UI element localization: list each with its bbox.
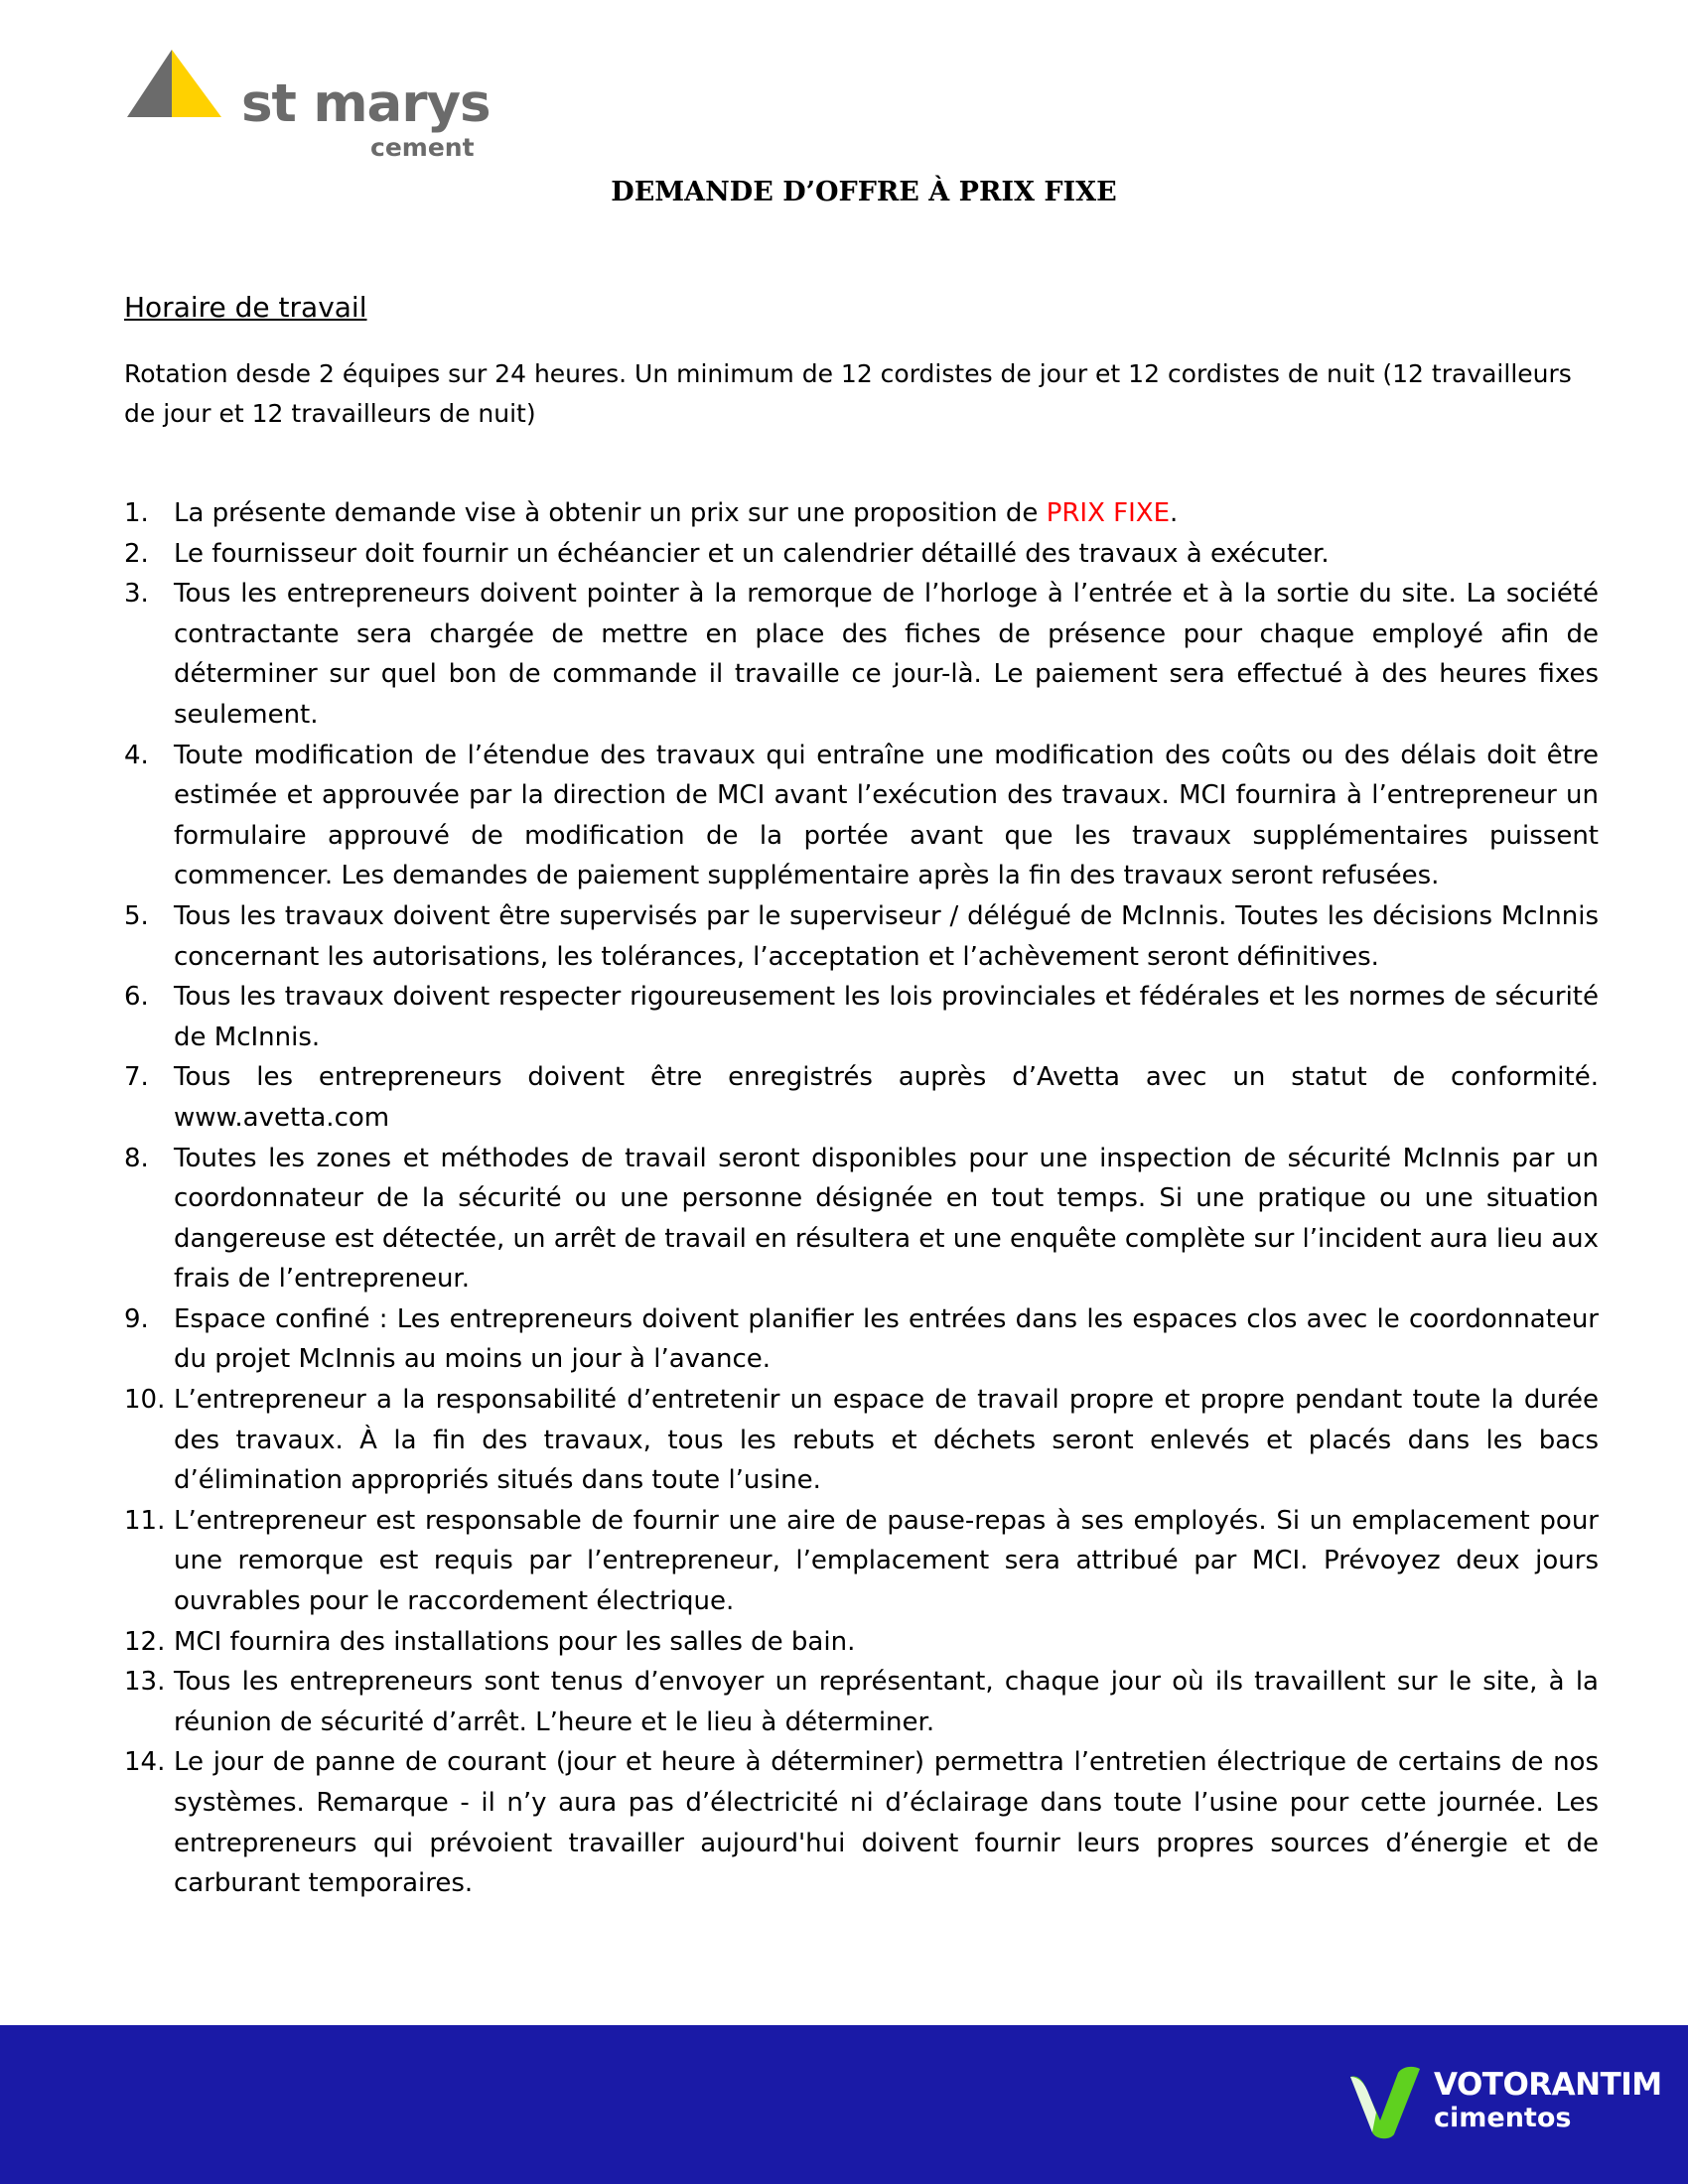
item-text: Tous les travaux doivent respecter rigoureusement les lois provinciales et fédérales et les normes de sécurité de McInnis.	[174, 982, 1599, 1052]
list-item	[124, 977, 1599, 1057]
item-number: 3.	[124, 579, 149, 610]
item-number: 4.	[124, 740, 149, 770]
item-text: Le jour de panne de courant (jour et heure à déterminer) permettra l’entretien électrique de certains de nos systèmes. Remarque - il n’y aura pas d’électricité ni d’éclairage dans toute l’usine pour cette journée. Les entrepreneurs qui prévoient travailler aujourd'hui doivent fournir leurs propres sources d’énergie et de carburant temporaires.	[174, 1747, 1599, 1899]
item-text: L’entrepreneur est responsable de fournir une aire de pause-repas à ses employés. Si un emplacement pour une remorque est requis par l’entrepreneur, l’emplacement sera attribué par MCI. Prévoyez deux jours ouvrables pour le raccordement électrique.	[174, 1505, 1599, 1617]
item-text: MCI fournira des installations pour les salles de bain.	[174, 1626, 856, 1657]
item-text: La présente demande vise à obtenir un prix sur une proposition de	[174, 498, 1047, 528]
list-item	[124, 1622, 1599, 1663]
item-number: 6.	[124, 982, 149, 1013]
item-text: Tous les travaux doivent être supervisés par le superviseur / délégué de McInnis. Toutes les décisions McInnis concernant les autorisations, les tolérances, l’acceptation et l’achèvement seront définitives.	[174, 900, 1599, 972]
section-heading: Horaire de travail	[124, 291, 367, 324]
list-item	[124, 1742, 1599, 1903]
list-item	[124, 493, 1599, 534]
item-text: Tous les entrepreneurs doivent être enregistrés auprès d’Avetta avec un statut de conformité. www.avetta.com	[174, 1062, 1599, 1133]
votorantim-logo	[1346, 2063, 1664, 2152]
item-number: 7.	[124, 1062, 149, 1093]
item-number: 12.	[124, 1626, 166, 1657]
list-item	[124, 1057, 1599, 1138]
item-number: 5.	[124, 900, 149, 931]
fixed-price-highlight: PRIX FIXE	[1046, 498, 1171, 528]
list-item	[124, 736, 1599, 896]
intro-paragraph: Rotation desde 2 équipes sur 24 heures. Un minimum de 12 cordistes de jour et 12 cordistes de nuit (12 travailleurs de jour et 12 travailleurs de nuit)	[124, 359, 1572, 428]
item-number: 14.	[124, 1747, 166, 1778]
item-number: 1.	[124, 498, 149, 528]
st-marys-triangle-icon	[127, 48, 236, 122]
item-number: 8.	[124, 1143, 149, 1173]
st-marys-logo	[127, 48, 491, 167]
item-number: 13.	[124, 1667, 166, 1698]
conditions-list	[124, 493, 1599, 1904]
page-title: DEMANDE D’OFFRE À PRIX FIXE	[611, 177, 1117, 207]
logo-subtitle: cement	[370, 133, 475, 162]
votorantim-v-icon	[1346, 2063, 1426, 2142]
item-number: 2.	[124, 538, 149, 569]
item-text: Tous les entrepreneurs sont tenus d’envoyer un représentant, chaque jour où ils travaillent sur le site, à la réunion de sécurité d’arrêt. L’heure et le lieu à déterminer.	[174, 1667, 1599, 1737]
list-item	[124, 1380, 1599, 1501]
item-text: Le fournisseur doit fournir un échéancier et un calendrier détaillé des travaux à exécuter.	[174, 538, 1330, 569]
item-text: Toutes les zones et méthodes de travail seront disponibles pour une inspection de sécurité McInnis par un coordonnateur de la sécurité ou une personne désignée en tout temps. Si une pratique ou une situation dangereuse est détectée, un arrêt de travail en résultera et une enquête complète sur l’incident aura lieu aux frais de l’entrepreneur.	[174, 1143, 1599, 1295]
list-item	[124, 1139, 1599, 1299]
item-number: 9.	[124, 1303, 149, 1334]
item-text-end: .	[1170, 498, 1179, 528]
footer-logo-name: VOTORANTIM	[1434, 2067, 1662, 2103]
logo-name: st marys	[241, 73, 491, 134]
list-item	[124, 534, 1599, 575]
list-item	[124, 1662, 1599, 1742]
item-text: Tous les entrepreneurs doivent pointer à la remorque de l’horloge à l’entrée et à la sortie du site. La société contractante sera chargée de mettre en place des fiches de présence pour chaque employé afin de déterminer sur quel bon de commande il travaille ce jour-là. Le paiement sera effectué à des heures fixes seulement.	[174, 579, 1599, 730]
item-number: 11.	[124, 1505, 166, 1536]
item-text: Espace confiné : Les entrepreneurs doivent planifier les entrées dans les espaces clos avec le coordonnateur du projet McInnis au moins un jour à l’avance.	[174, 1303, 1599, 1375]
item-number: 10.	[124, 1385, 166, 1416]
list-item	[124, 896, 1599, 977]
item-text: Toute modification de l’étendue des travaux qui entraîne une modification des coûts ou des délais doit être estimée et approuvée par la direction de MCI avant l’exécution des travaux. MCI fournira à l’entrepreneur un formulaire approuvé de modification de la portée avant que les travaux supplémentaires puissent commencer. Les demandes de paiement supplémentaire après la fin des travaux seront refusées.	[174, 740, 1599, 891]
list-item	[124, 574, 1599, 735]
list-item	[124, 1299, 1599, 1380]
list-item	[124, 1501, 1599, 1622]
item-text: L’entrepreneur a la responsabilité d’entretenir un espace de travail propre et propre pendant toute la durée des travaux. À la fin des travaux, tous les rebuts et déchets seront enlevés et placés dans les bacs d’élimination appropriés situés dans toute l’usine.	[174, 1385, 1599, 1496]
footer-logo-subtitle: cimentos	[1434, 2103, 1572, 2133]
